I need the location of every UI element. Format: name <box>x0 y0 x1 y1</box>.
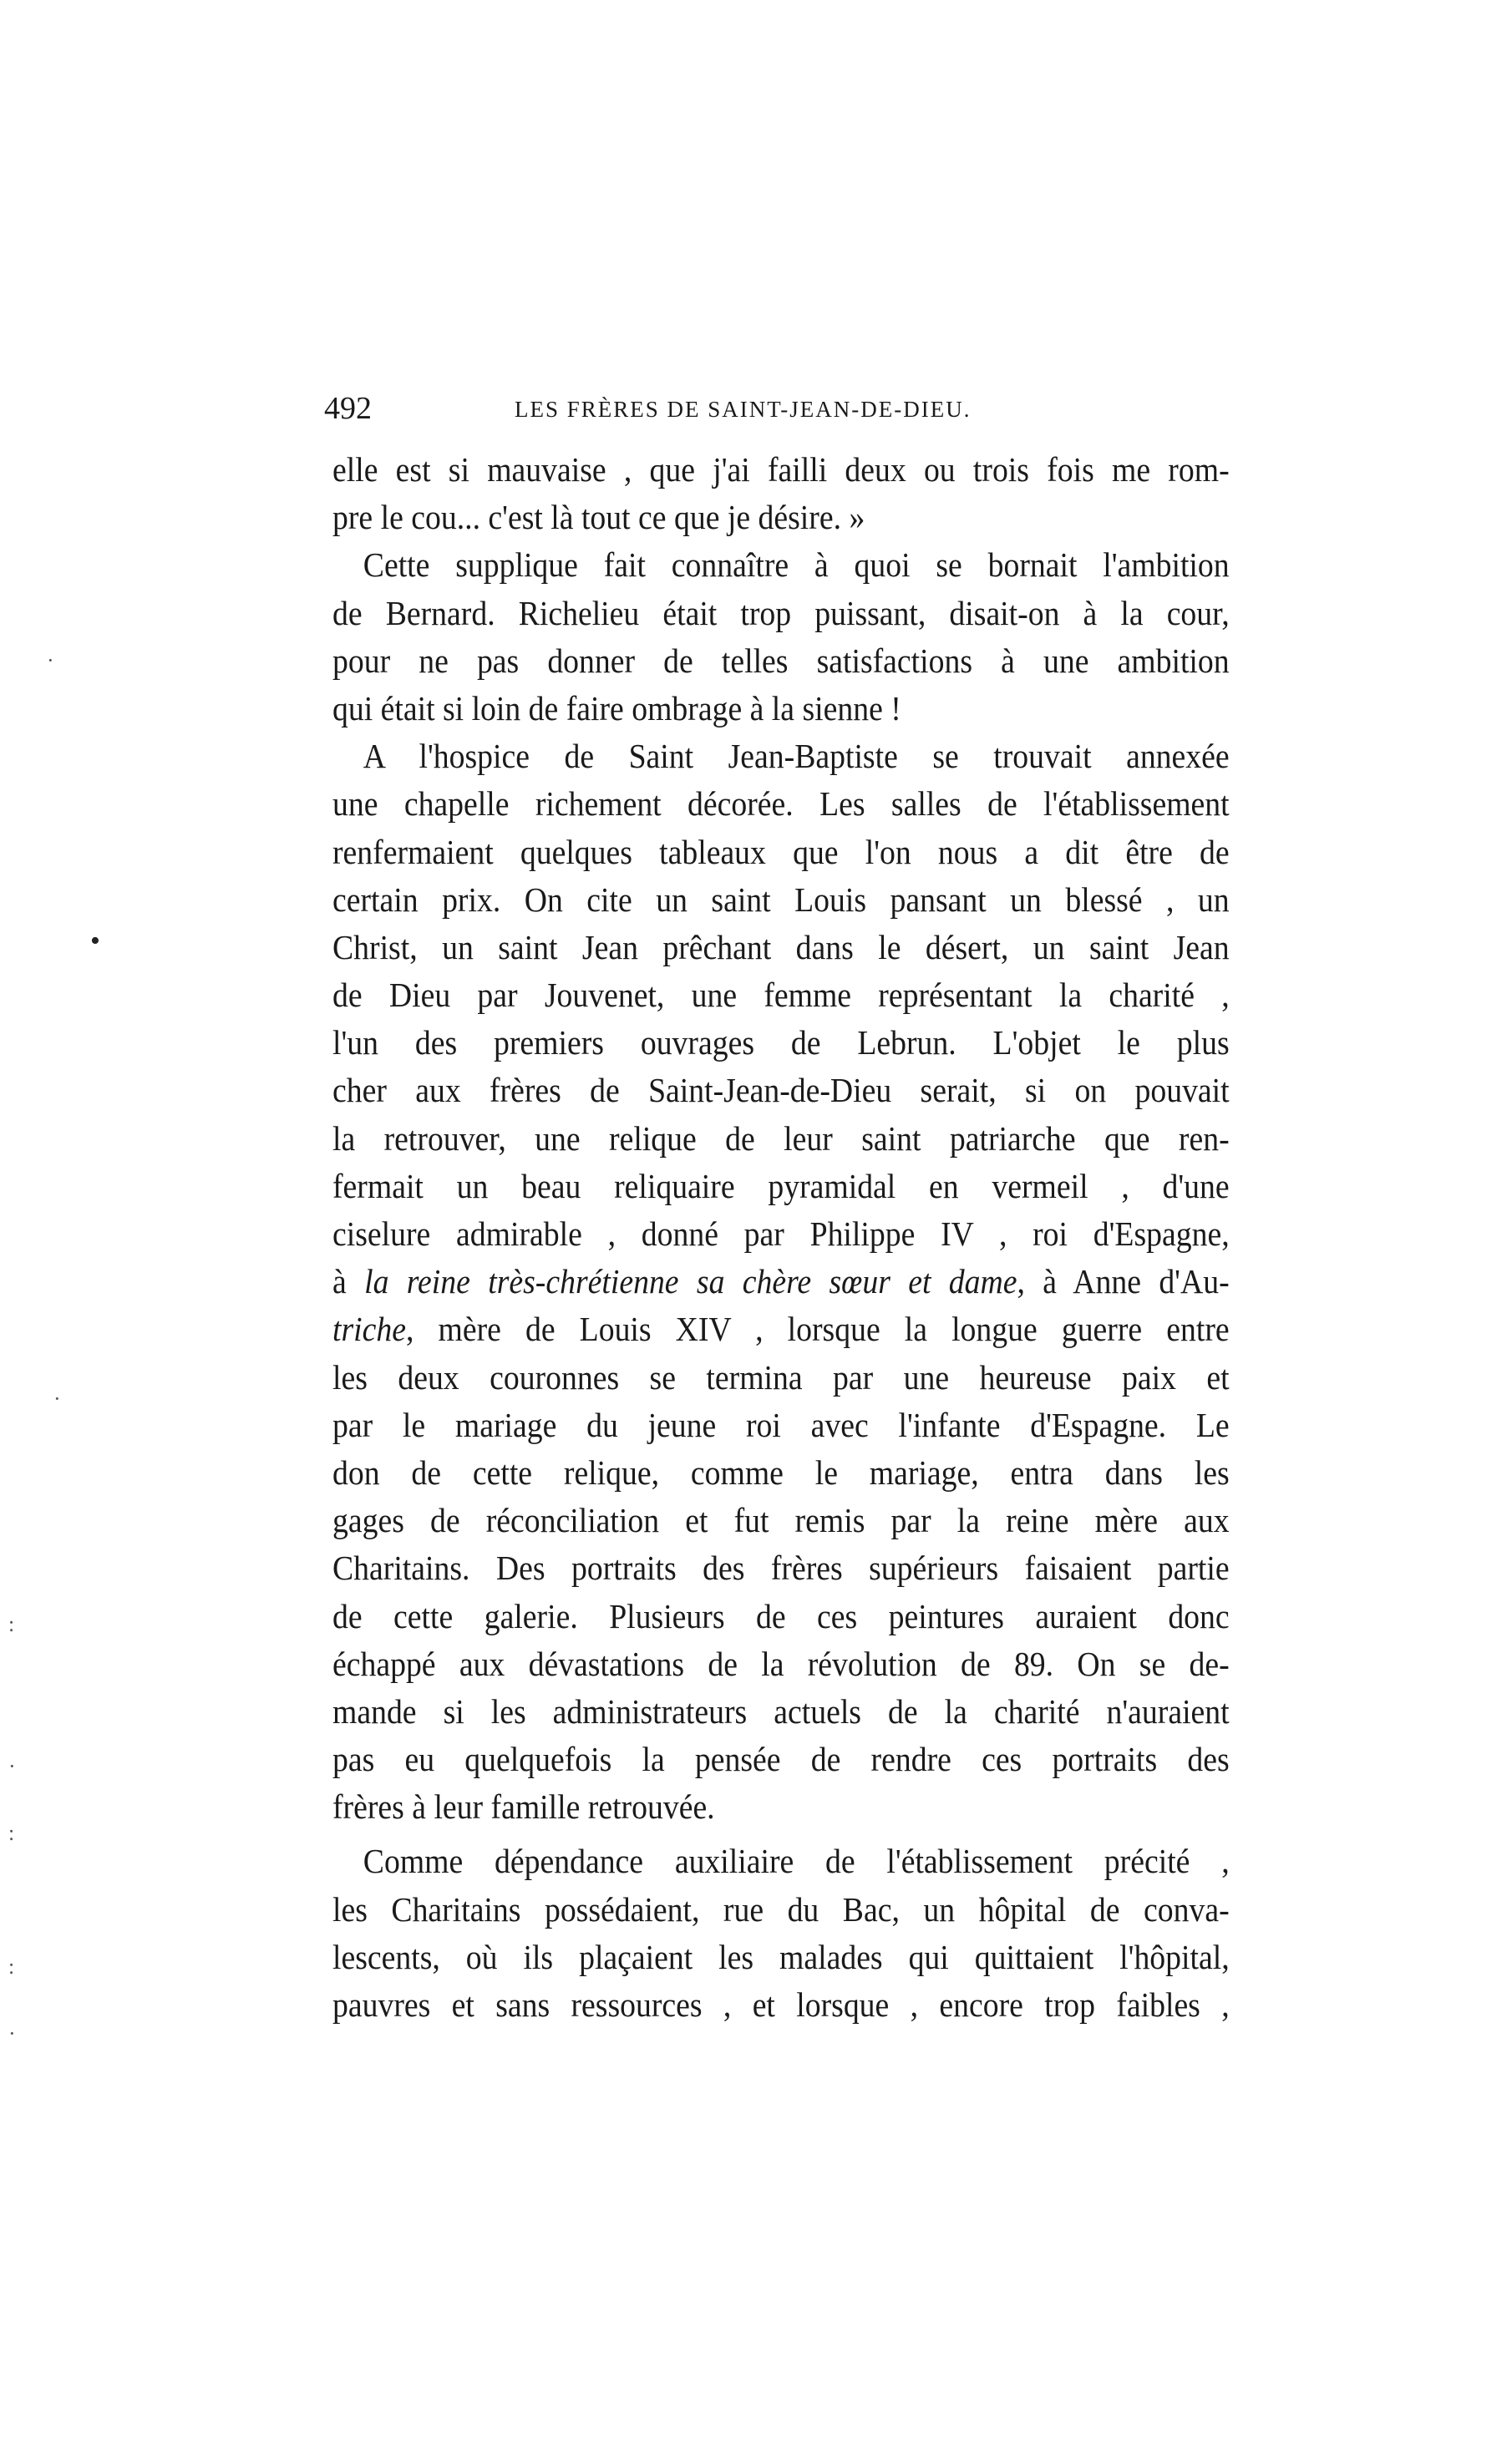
text-line: elle est si mauvaise , que j'ai failli deux ou trois fois me rom- <box>332 450 1230 489</box>
text-line: ciselure admirable , donné par Philippe IV , roi d'Espagne, <box>332 1214 1230 1253</box>
text-segment: , mère de Louis XIV , lorsque la longue guerre entre <box>405 1310 1230 1349</box>
speck-mark: · <box>47 648 54 672</box>
text-line: une chapelle richement décorée. Les salles de l'établissement <box>332 784 1230 824</box>
text-line: Christ, un saint Jean prêchant dans le désert, un saint Jean <box>332 927 1230 966</box>
text-line: les deux couronnes se termina par une heureuse paix et <box>332 1357 1230 1397</box>
text-line: lescents, où ils plaçaient les malades qui quittaient l'hôpital, <box>332 1937 1230 1976</box>
text-line: Charitains. Des portraits des frères supérieurs faisaient partie <box>332 1549 1230 1588</box>
speck-mark: : <box>8 1612 15 1636</box>
speck-mark: : <box>8 1821 15 1845</box>
speck-mark: · <box>8 2021 16 2046</box>
text-line: don de cette relique, comme le mariage, entra dans les <box>332 1453 1230 1492</box>
text-line: cher aux frères de Saint-Jean-de-Dieu serait, si on pouvait <box>332 1071 1230 1110</box>
text-line <box>332 1306 1230 1353</box>
margin-specks <box>0 0 100 2464</box>
text-line: l'un des premiers ouvrages de Lebrun. L'objet le plus <box>332 1023 1230 1062</box>
text-segment: à <box>332 1262 365 1301</box>
text-line: Cette supplique fait connaître à quoi se bornait l'ambition <box>363 545 1230 585</box>
text-line: les Charitains possédaient, rue du Bac, un hôpital de conva- <box>332 1889 1230 1929</box>
text-line: de Bernard. Richelieu était trop puissant, disait-on à la cour, <box>332 593 1230 632</box>
text-line: certain prix. On cite un saint Louis pansant un blessé , un <box>332 880 1230 919</box>
running-header <box>324 388 1049 429</box>
running-title: LES FRÈRES DE SAINT-JEAN-DE-DIEU. <box>515 397 972 422</box>
text-line: pauvres et sans ressources , et lorsque , encore trop faibles , <box>332 1985 1230 2024</box>
text-line: pas eu quelquefois la pensée de rendre ces portraits des <box>332 1740 1230 1779</box>
italic-text: triche <box>332 1310 406 1349</box>
speck-mark: · <box>8 1754 16 1778</box>
speck-mark: • <box>90 925 100 956</box>
text-line <box>332 1258 1230 1306</box>
text-line: la retrouver, une relique de leur saint patriarche que ren- <box>332 1118 1230 1158</box>
page-number: 492 <box>324 391 372 426</box>
text-line: de cette galerie. Plusieurs de ces peintures auraient donc <box>332 1596 1230 1635</box>
text-line: Comme dépendance auxiliaire de l'établissement précité , <box>363 1842 1230 1881</box>
text-line: échappé aux dévastations de la révolution de 89. On se de- <box>332 1644 1230 1683</box>
text-line: renfermaient quelques tableaux que l'on nous a dit être de <box>332 832 1230 871</box>
text-line: pour ne pas donner de telles satisfactions à une ambition <box>332 641 1230 680</box>
body-text <box>332 446 1230 2029</box>
text-line: gages de réconciliation et fut remis par la reine mère aux <box>332 1501 1230 1540</box>
text-line: pre le cou... c'est là tout ce que je désire. » <box>332 498 865 537</box>
italic-text: la reine très-chrétienne sa chère sœur et dame <box>364 1262 1017 1301</box>
text-line: par le mariage du jeune roi avec l'infante d'Espagne. Le <box>332 1405 1230 1444</box>
text-line: mande si les administrateurs actuels de la charité n'auraient <box>332 1691 1230 1731</box>
speck-mark: · <box>53 1387 61 1411</box>
text-line: A l'hospice de Saint Jean-Baptiste se trouvait annexée <box>363 737 1230 776</box>
text-line: de Dieu par Jouvenet, une femme représentant la charité , <box>332 976 1230 1015</box>
text-line: fermait un beau reliquaire pyramidal en vermeil , d'une <box>332 1166 1230 1205</box>
text-line: frères à leur famille retrouvée. <box>332 1787 715 1827</box>
text-segment: , à Anne d'Au- <box>1017 1262 1230 1301</box>
speck-mark: : <box>8 1954 15 1979</box>
text-line: qui était si loin de faire ombrage à la sienne ! <box>332 688 901 728</box>
